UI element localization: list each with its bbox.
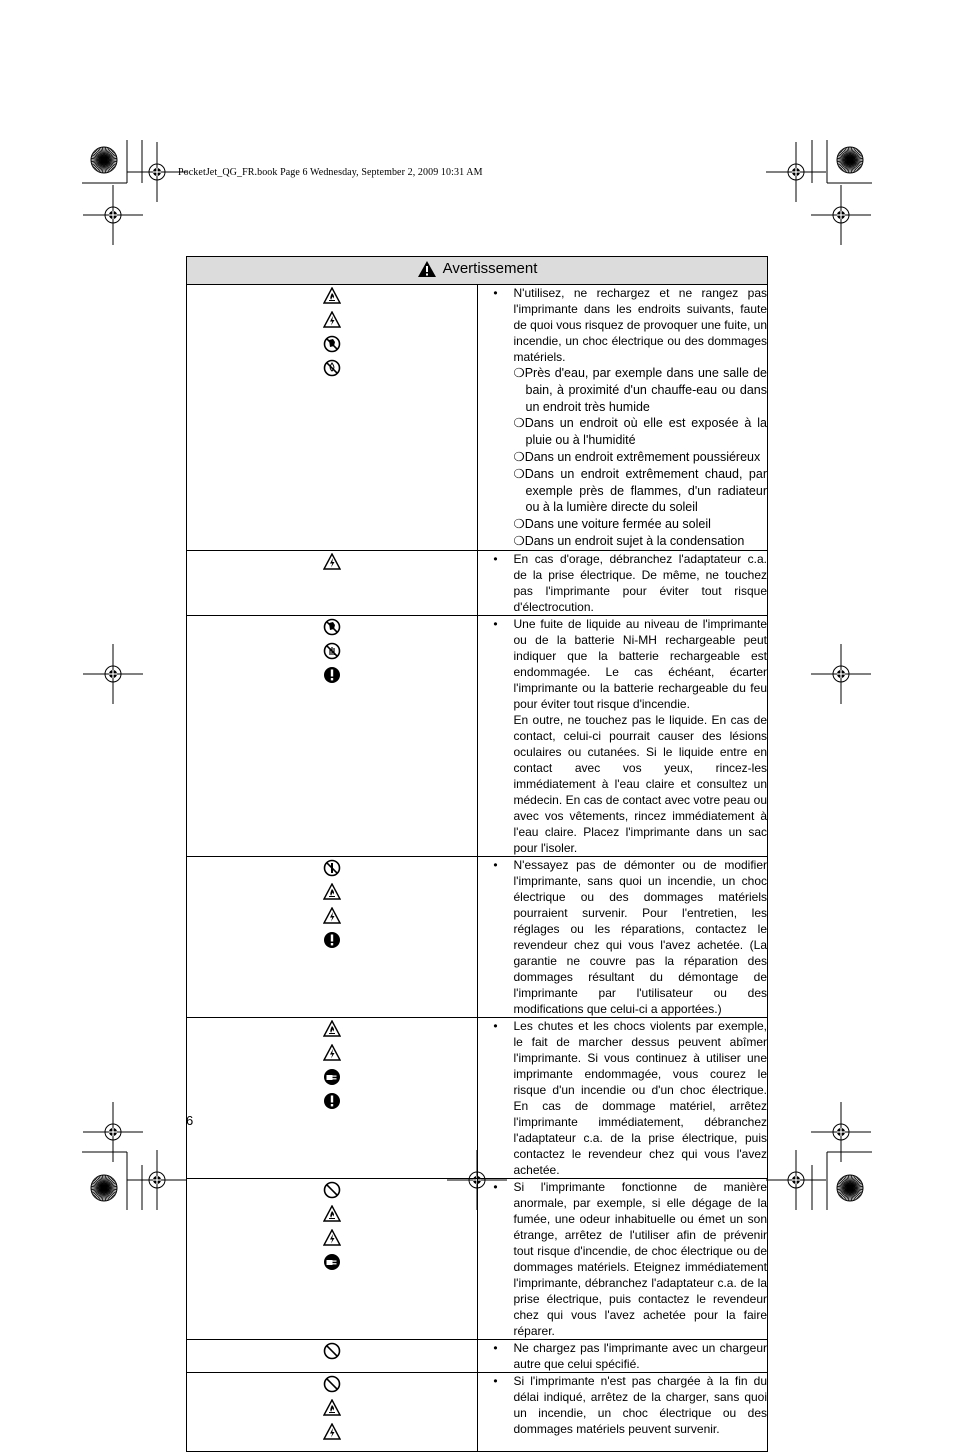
- prohibition-icon: [323, 1375, 341, 1393]
- warning-row: [187, 285, 768, 551]
- warning-title: Avertissement: [442, 260, 538, 277]
- fire-warning-icon: [323, 1399, 341, 1417]
- warning-row: [187, 550, 768, 615]
- warning-table-header: [187, 257, 768, 285]
- unplug-icon: [323, 1068, 341, 1086]
- warning-row: [187, 1339, 768, 1372]
- starburst-target-icon: [91, 1175, 117, 1201]
- warning-row-text: [477, 1339, 768, 1372]
- no-wet-hands-icon: [323, 618, 341, 636]
- warning-paragraph: En outre, ne touchez pas le liquide. En cas de contact, celui-ci pourrait causer des lésions oculaires ou cutanées. Si le liquide entre en contact avec vos yeux, rincez-les immédiatement à l'eau claire et consultez un médecin. En cas de contact avec votre peau ou avec vos vêtements, rincez immédiatement à l'eau claire. Placez l'imprimante dans un sac pour l'isoler.: [513, 712, 767, 855]
- mandatory-icon: [323, 931, 341, 949]
- location-list-item: ❍Dans un endroit sujet à la condensation: [513, 533, 745, 548]
- warning-row: [187, 1017, 768, 1178]
- warning-row-icons: [187, 550, 478, 615]
- warning-row-text: [477, 1372, 768, 1451]
- prohibition-icon: [323, 1342, 341, 1360]
- bullet: •: [493, 1179, 498, 1194]
- starburst-target-icon: [91, 147, 117, 173]
- location-list-item: ❍Dans une voiture fermée au soleil: [513, 517, 711, 532]
- electric-warning-icon: [323, 907, 341, 925]
- electric-warning-icon: [323, 1423, 341, 1441]
- registration-target-icon: [127, 1150, 187, 1210]
- no-touch-icon: [323, 642, 341, 660]
- warning-row: [187, 615, 768, 856]
- registration-target-icon: [83, 1102, 143, 1162]
- electric-warning-icon: [323, 1044, 341, 1062]
- location-list-item: ❍Dans un endroit extrêmement poussiéreux: [513, 449, 761, 464]
- warning-paragraph: Les chutes et les chocs violents par exemple, le fait de marcher dessus peuvent abîmer l'imprimante. Si vous continuez à utiliser une imprimante endommagée, vous courez le risque d'un incendie ou d'un choc électrique. En cas de dommage matériel, arrêtez l'imprimante immédiatement, débranchez l'adaptateur c.a. de la prise électrique, puis contactez le revendeur chez qui vous l'avez achetée.: [513, 1018, 767, 1177]
- fire-warning-icon: [323, 1205, 341, 1223]
- registration-target-icon: [766, 1150, 826, 1210]
- bullet: •: [493, 1018, 498, 1033]
- prohibition-icon: [323, 1181, 341, 1199]
- warning-row-icons: [187, 285, 478, 551]
- electric-warning-icon: [323, 553, 341, 571]
- warning-row-text: [477, 615, 768, 856]
- mandatory-icon: [323, 1092, 341, 1110]
- warning-row-text: [477, 550, 768, 615]
- page-number: 6: [186, 1113, 194, 1128]
- bullet: •: [493, 286, 498, 300]
- bullet: •: [493, 1373, 498, 1388]
- location-list-item: ❍Dans un endroit où elle est exposée à la pluie ou à l'humidité: [513, 416, 767, 448]
- fire-warning-icon: [323, 883, 341, 901]
- warning-paragraph: N'utilisez, ne rechargez et ne rangez pas l'imprimante dans les endroits suivants, faute de quoi vous risquez de provoquer une fuite, un incendie, un choc électrique ou des dommages matériels.: [513, 286, 768, 364]
- warning-row-icons: [187, 856, 478, 1017]
- registration-target-icon: [83, 644, 143, 704]
- no-water-icon: [323, 359, 341, 377]
- warning-row-text: [477, 285, 768, 551]
- registration-target-icon: [811, 1102, 871, 1162]
- fire-warning-icon: [323, 1020, 341, 1038]
- fire-warning-icon: [323, 287, 341, 305]
- bullet: •: [493, 616, 498, 631]
- warning-row-text: [477, 856, 768, 1017]
- warning-row: [187, 1178, 768, 1339]
- warning-row: [187, 1372, 768, 1451]
- electric-warning-icon: [323, 311, 341, 329]
- registration-target-icon: [83, 185, 143, 245]
- warning-paragraph: Si l'imprimante n'est pas chargée à la fin du délai indiqué, arrêtez de la charger, sans quoi un incendie, un choc électrique ou des dommages matériels peuvent survenir.: [513, 1373, 767, 1436]
- warning-row-text: [477, 1017, 768, 1178]
- warning-row-text: [477, 1178, 768, 1339]
- no-wet-hands-icon: [323, 335, 341, 353]
- registration-target-icon: [811, 185, 871, 245]
- warning-paragraph: En cas d'orage, débranchez l'adaptateur c.a. de la prise électrique. De même, ne touchez pas l'imprimante pour éviter tout risque d'électrocution.: [513, 551, 767, 614]
- warning-paragraph: N'essayez pas de démonter ou de modifier l'imprimante, sans quoi un incendie, un choc électrique ou des dommages matériels pourraient survenir. Pour l'entretien, les réglages ou les réparations, contactez le revendeur chez qui vous l'avez achetée. (La garantie ne couvre pas la réparation des dommages résultant du démontage de l'imprimante par l'utilisateur ou des modifications que celui-ci a apportées.): [513, 857, 767, 1016]
- unplug-icon: [323, 1253, 341, 1271]
- warning-row-icons: [187, 1372, 478, 1451]
- registration-target-icon: [811, 644, 871, 704]
- location-list-item: ❍Dans un endroit extrêmement chaud, par exemple près de flammes, d'un radiateur ou à la lumière directe du soleil: [513, 466, 767, 515]
- caution-triangle-icon: [417, 260, 437, 278]
- location-list-item: ❍Près d'eau, par exemple dans une salle de bain, à proximité d'un chauffe-eau ou dans un endroit très humide: [513, 366, 767, 414]
- warning-paragraph: Si l'imprimante fonctionne de manière anormale, par exemple, si elle dégage de la fumée, une odeur inhabituelle ou émet un son étrange, arrêtez de l'utiliser afin de prévenir tout risque d'incendie, de choc électrique ou de dommages matériels. Eteignez immédiatement l'imprimante, débranchez l'adaptateur c.a. de la prise électrique, puis contactez le revendeur chez qui vous l'avez achetée pour la faire réparer.: [513, 1179, 767, 1338]
- warning-row-icons: [187, 1339, 478, 1372]
- warning-row-icons: [187, 615, 478, 856]
- warning-table: [186, 256, 768, 1452]
- registration-target-icon: [766, 142, 826, 202]
- warning-row-icons: [187, 1178, 478, 1339]
- mandatory-icon: [323, 666, 341, 684]
- warning-row: [187, 856, 768, 1017]
- starburst-target-icon: [837, 1175, 863, 1201]
- book-header: PocketJet_QG_FR.book Page 6 Wednesday, September 2, 2009 10:31 AM: [178, 167, 483, 178]
- warning-row-icons: [187, 1017, 478, 1178]
- bullet: •: [493, 857, 498, 872]
- warning-paragraph: Une fuite de liquide au niveau de l'imprimante ou de la batterie Ni-MH rechargeable peut indiquer que la batterie rechargeable est endommagée. Le cas échéant, écarter l'imprimante ou la batterie rechargeable du feu pour éviter tout risque d'incendie.: [513, 616, 767, 711]
- warning-paragraph: Ne chargez pas l'imprimante avec un chargeur autre que celui spécifié.: [513, 1340, 767, 1371]
- starburst-target-icon: [837, 147, 863, 173]
- bullet: •: [493, 1340, 498, 1355]
- electric-warning-icon: [323, 1229, 341, 1247]
- no-disassembly-icon: [323, 859, 341, 877]
- bullet: •: [493, 551, 498, 566]
